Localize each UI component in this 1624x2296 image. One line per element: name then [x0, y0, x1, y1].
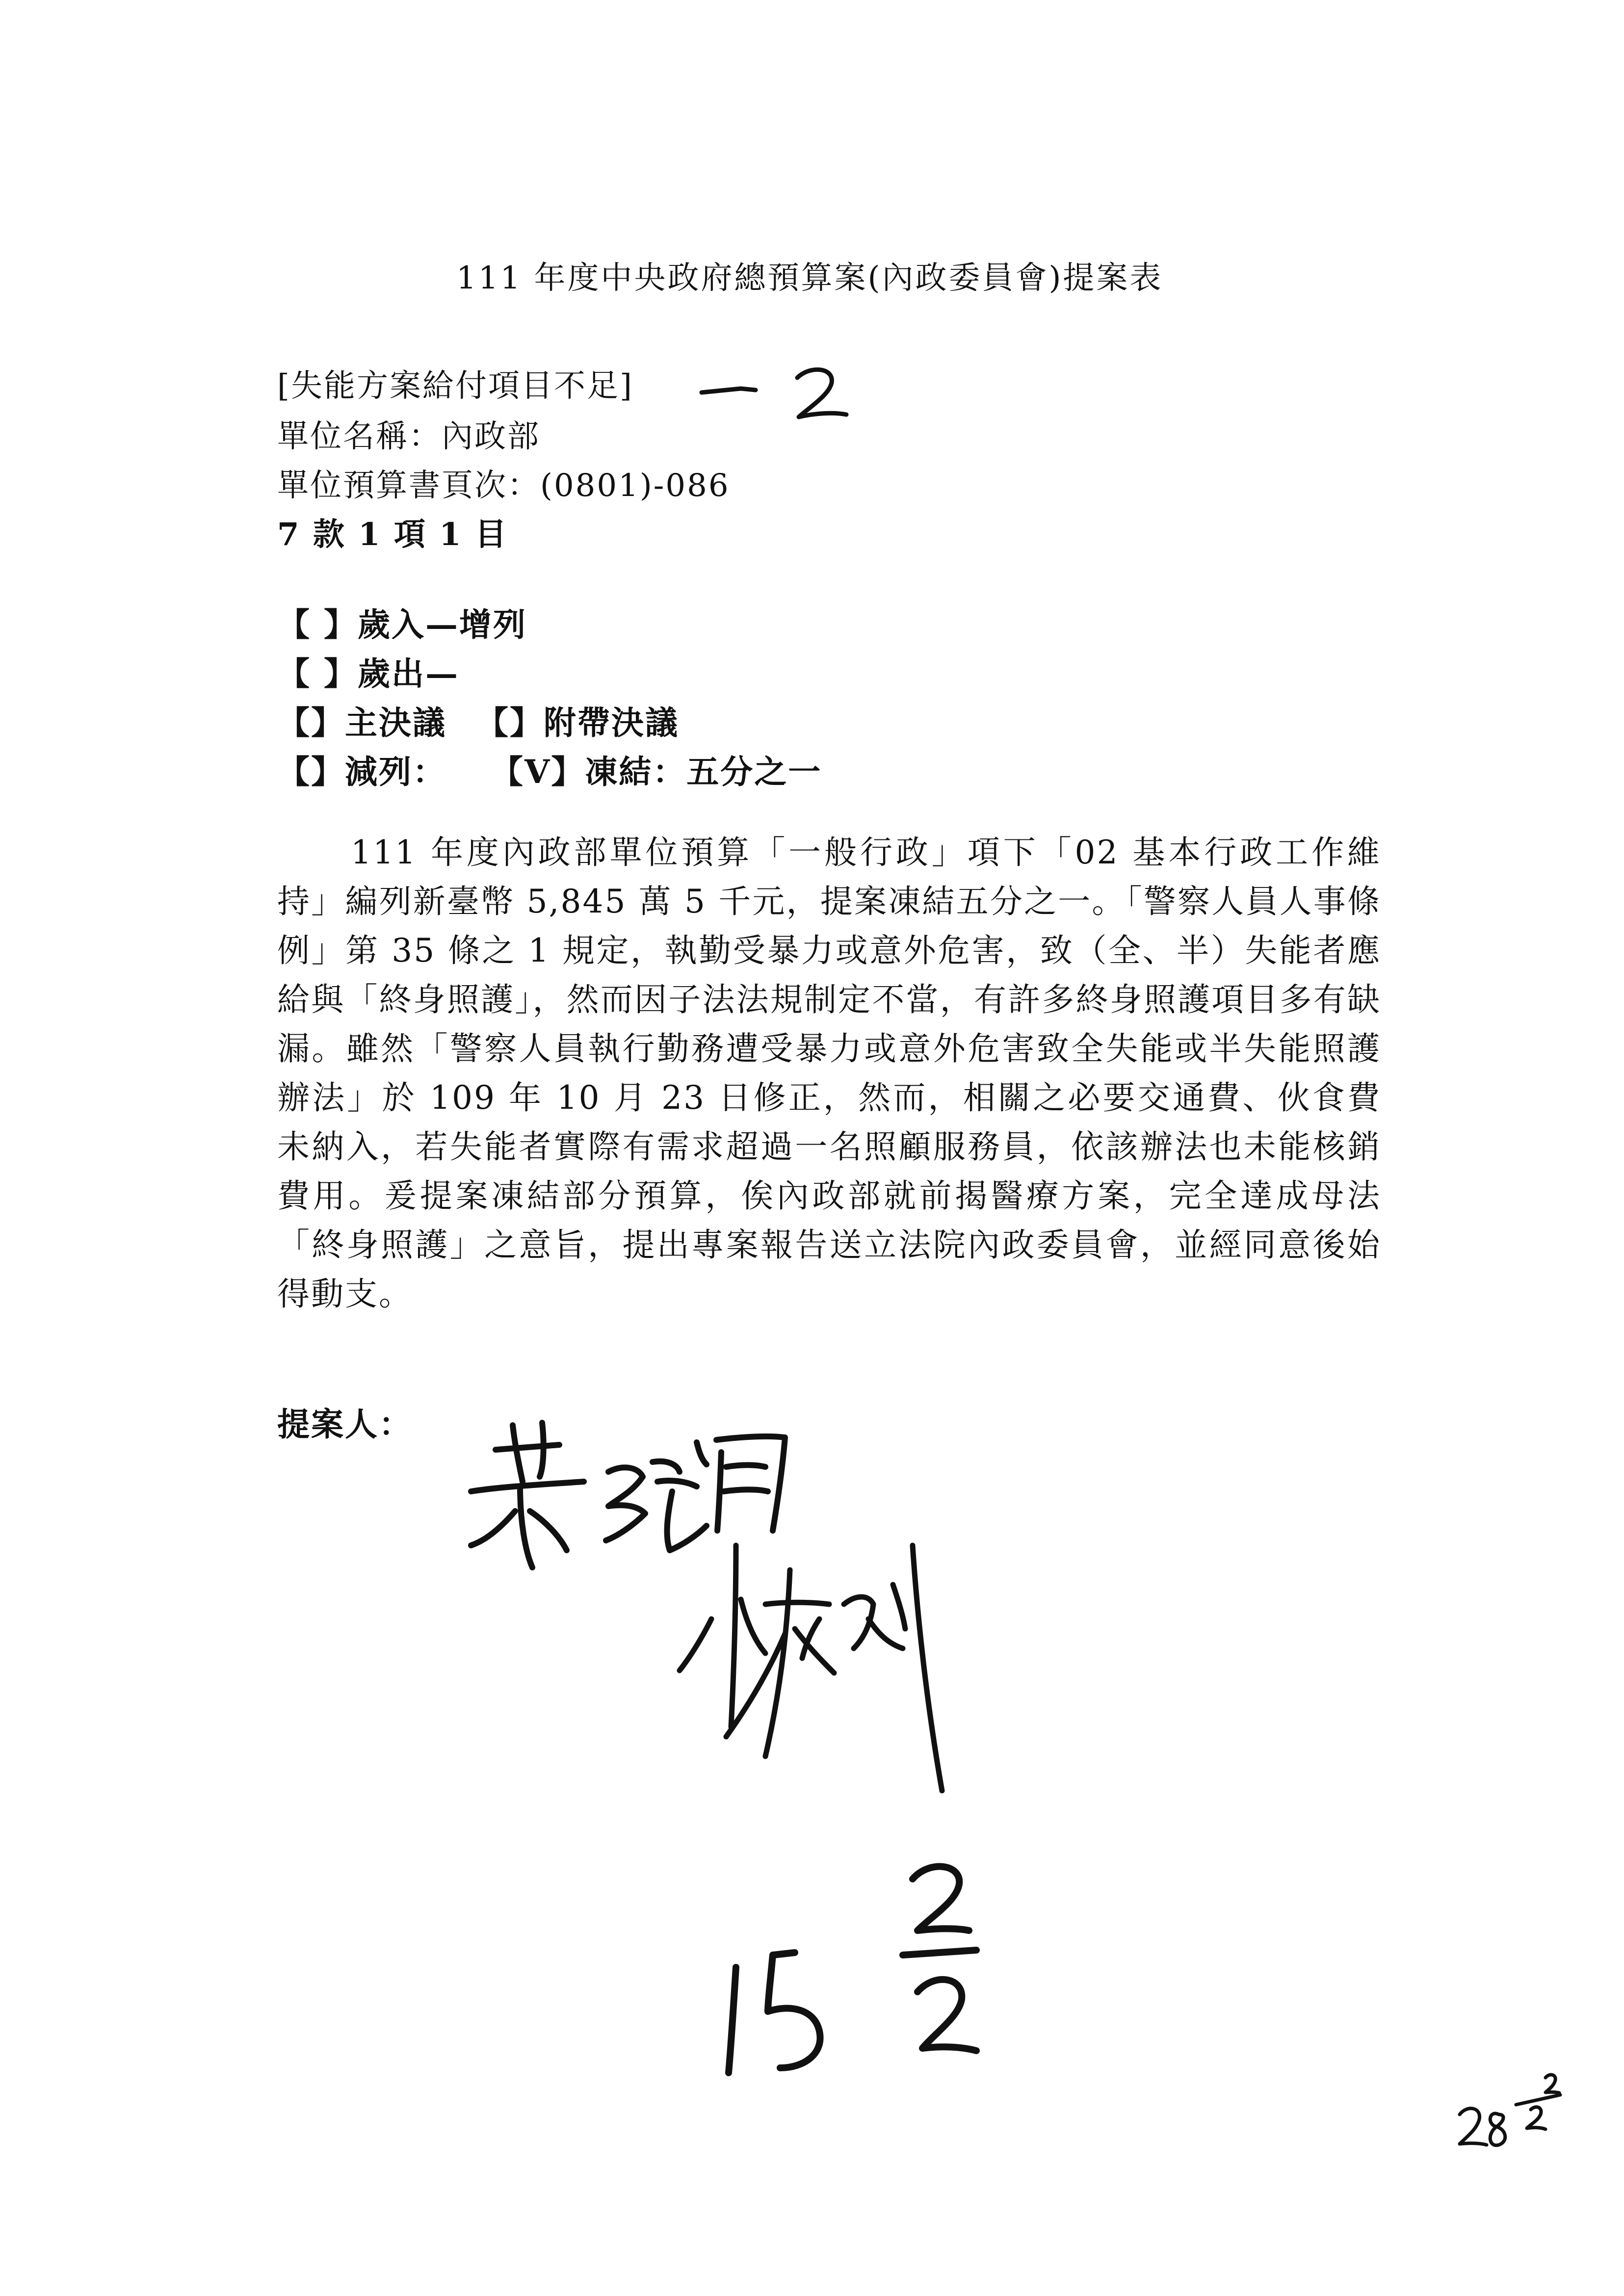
- page-mark: [1460, 2075, 1560, 2145]
- proposer-label: 提案人：: [277, 1405, 413, 1443]
- signature-lin-zhuoshui: [680, 1545, 942, 1791]
- option-expenditure: 【 】歲出—: [277, 654, 459, 693]
- proposal-body: 111 年度內政部單位預算「一般行政」項下「02 基本行政工作維持」編列新臺幣 5,845 萬 5 千元，提案凍結五分之一。「警察人員人事條例」第 35 條之 1 規定，執勤受暴力或意外危害，致（全、半）失能者應給與「終身照護」，然而因子法法規制定不當，有許多終身照護項目多有缺漏。雖然「警察人員執行勤務遭受暴力或意外危害致全失能或半失能照護辦法」於 109 年 10 月 23 日修正，然而，相關之必要交通費、伙食費未納入，若失能者實際有需求超過一名照顧服務員，依該辦法也未能核銷費用。爰提案凍結部分預算，俟內政部就前揭醫療方案，完全達成母法「終身照護」之意旨，提出專案報告送立法院內政委員會，並經同意後始得動支。: [277, 834, 1381, 1313]
- unit-name: 單位名稱：內政部: [277, 418, 540, 455]
- subject: [失能方案給付項目不足]: [277, 368, 633, 404]
- option-main-resolution: 【】主決議: [277, 704, 446, 742]
- option-revenue: 【 】歲入—增列: [277, 605, 527, 644]
- document-title: 111 年度中央政府總預算案(內政委員會)提案表: [456, 260, 1163, 296]
- handwritten-number: [729, 1867, 976, 2073]
- option-cut: 【】減列：: [277, 753, 446, 791]
- budget-page: 單位預算書頁次：(0801)-086: [277, 468, 730, 504]
- item-code: 7 款 1 項 1 目: [277, 516, 508, 553]
- option-supplementary-resolution: 【】附帶決議: [476, 704, 679, 742]
- option-freeze: 【V】凍結：五分之一: [491, 753, 822, 791]
- handwritten-item-mark: [702, 369, 846, 417]
